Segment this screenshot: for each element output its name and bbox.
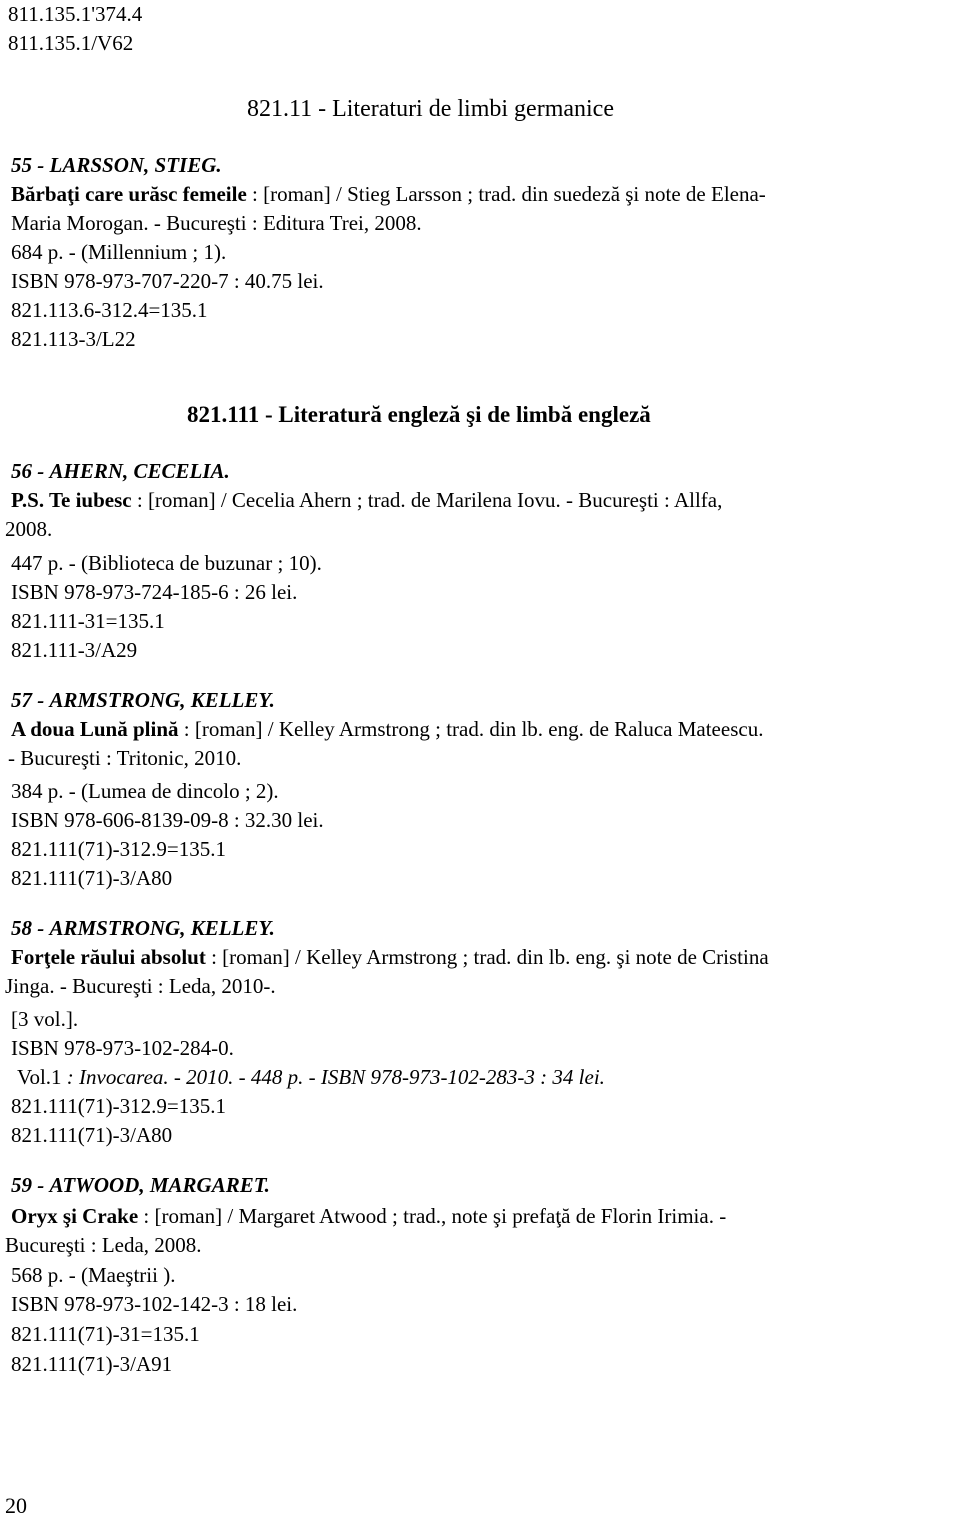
entry-56-udc: 821.111-31=135.1 (11, 609, 165, 633)
entry-59-extent: 568 p. - (Maeştrii ). (11, 1263, 176, 1287)
entry-57-desc-line-1 (11, 719, 763, 740)
entry-title: A doua Lună plină (11, 717, 179, 741)
entry-desc: : [roman] / Kelley Armstrong ; trad. din lb. eng. şi note de Cristina (205, 945, 769, 969)
entry-58-udc: 821.111(71)-312.9=135.1 (11, 1094, 227, 1118)
entry-56-isbn: ISBN 978-973-724-185-6 : 26 lei. (11, 580, 298, 604)
entry-57-desc-line-2: - Bucureşti : Tritonic, 2010. (8, 746, 242, 770)
entry-number: 57 - (11, 688, 45, 712)
entry-55-call-number: 821.113-3/L22 (11, 327, 136, 351)
entry-55-udc: 821.113.6-312.4=135.1 (11, 298, 208, 322)
entry-58-desc-line-1 (11, 947, 769, 968)
volume-label: Vol.1 (17, 1065, 62, 1089)
entry-55-desc-line-2: Maria Morogan. - Bucureşti : Editura Trei, 2008. (11, 211, 422, 235)
entry-57-extent: 384 p. - (Lumea de dincolo ; 2). (11, 779, 279, 803)
top-code-2: 811.135.1/V62 (8, 31, 134, 55)
entry-57-call-number: 821.111(71)-3/A80 (11, 866, 173, 890)
entry-55-isbn: ISBN 978-973-707-220-7 : 40.75 lei. (11, 269, 324, 293)
entry-55-extent: 684 p. - (Millennium ; 1). (11, 240, 227, 264)
entry-56-call-number: 821.111-3/A29 (11, 638, 138, 662)
entry-56-desc-line-1 (11, 490, 722, 511)
entry-author: ATWOOD, MARGARET. (49, 1173, 270, 1197)
section-heading-english: 821.111 - Literatură engleză şi de limbă engleză (187, 402, 651, 427)
section-heading-germanic: 821.11 - Literaturi de limbi germanice (247, 96, 614, 122)
entry-number: 56 - (11, 459, 45, 483)
entry-57-isbn: ISBN 978-606-8139-09-8 : 32.30 lei. (11, 808, 324, 832)
top-code-1: 811.135.1'374.4 (8, 2, 143, 26)
entry-desc: : [roman] / Kelley Armstrong ; trad. din lb. eng. de Raluca Mateescu. (178, 717, 764, 741)
entry-59-isbn: ISBN 978-973-102-142-3 : 18 lei. (11, 1292, 298, 1316)
entry-author: ARMSTRONG, KELLEY. (49, 688, 275, 712)
entry-58-volume (17, 1067, 605, 1088)
entry-58-call-number: 821.111(71)-3/A80 (11, 1123, 173, 1147)
entry-57-header (11, 690, 275, 711)
entry-title: Forţele răului absolut (11, 945, 206, 969)
entry-55-header (11, 155, 222, 176)
entry-58-header (11, 918, 275, 939)
entry-59-udc: 821.111(71)-31=135.1 (11, 1322, 200, 1346)
entry-desc: : [roman] / Stieg Larsson ; trad. din suedeză şi note de Elena- (246, 182, 766, 206)
entry-title: P.S. Te iubesc (11, 488, 132, 512)
entry-number: 59 - (11, 1173, 45, 1197)
entry-56-desc-line-2: 2008. (5, 517, 53, 541)
entry-author: ARMSTRONG, KELLEY. (49, 916, 275, 940)
entry-57-udc: 821.111(71)-312.9=135.1 (11, 837, 227, 861)
entry-59-header (11, 1175, 270, 1196)
entry-59-desc-line-1 (11, 1206, 726, 1227)
entry-number: 58 - (11, 916, 45, 940)
entry-59-call-number: 821.111(71)-3/A91 (11, 1352, 173, 1376)
volume-text: : Invocarea. - 2010. - 448 p. - ISBN 978-973-102-283-3 : 34 lei. (61, 1065, 605, 1089)
entry-59-desc-line-2: Bucureşti : Leda, 2008. (5, 1233, 202, 1257)
page-number: 20 (5, 1493, 27, 1518)
entry-author: LARSSON, STIEG. (49, 153, 222, 177)
entry-title: Oryx şi Crake (11, 1204, 139, 1228)
entry-number: 55 - (11, 153, 45, 177)
entry-58-extent: [3 vol.]. (11, 1007, 79, 1031)
entry-title: Bărbaţi care urăsc femeile (11, 182, 247, 206)
entry-58-desc-line-2: Jinga. - Bucureşti : Leda, 2010-. (5, 974, 276, 998)
entry-author: AHERN, CECELIA. (49, 459, 230, 483)
entry-desc: : [roman] / Cecelia Ahern ; trad. de Marilena Iovu. - Bucureşti : Allfa, (131, 488, 723, 512)
entry-58-isbn: ISBN 978-973-102-284-0. (11, 1036, 234, 1060)
entry-56-extent: 447 p. - (Biblioteca de buzunar ; 10). (11, 551, 322, 575)
entry-desc: : [roman] / Margaret Atwood ; trad., note şi prefaţă de Florin Irimia. - (138, 1204, 727, 1228)
entry-56-header (11, 461, 230, 482)
entry-55-desc-line-1 (11, 184, 766, 205)
